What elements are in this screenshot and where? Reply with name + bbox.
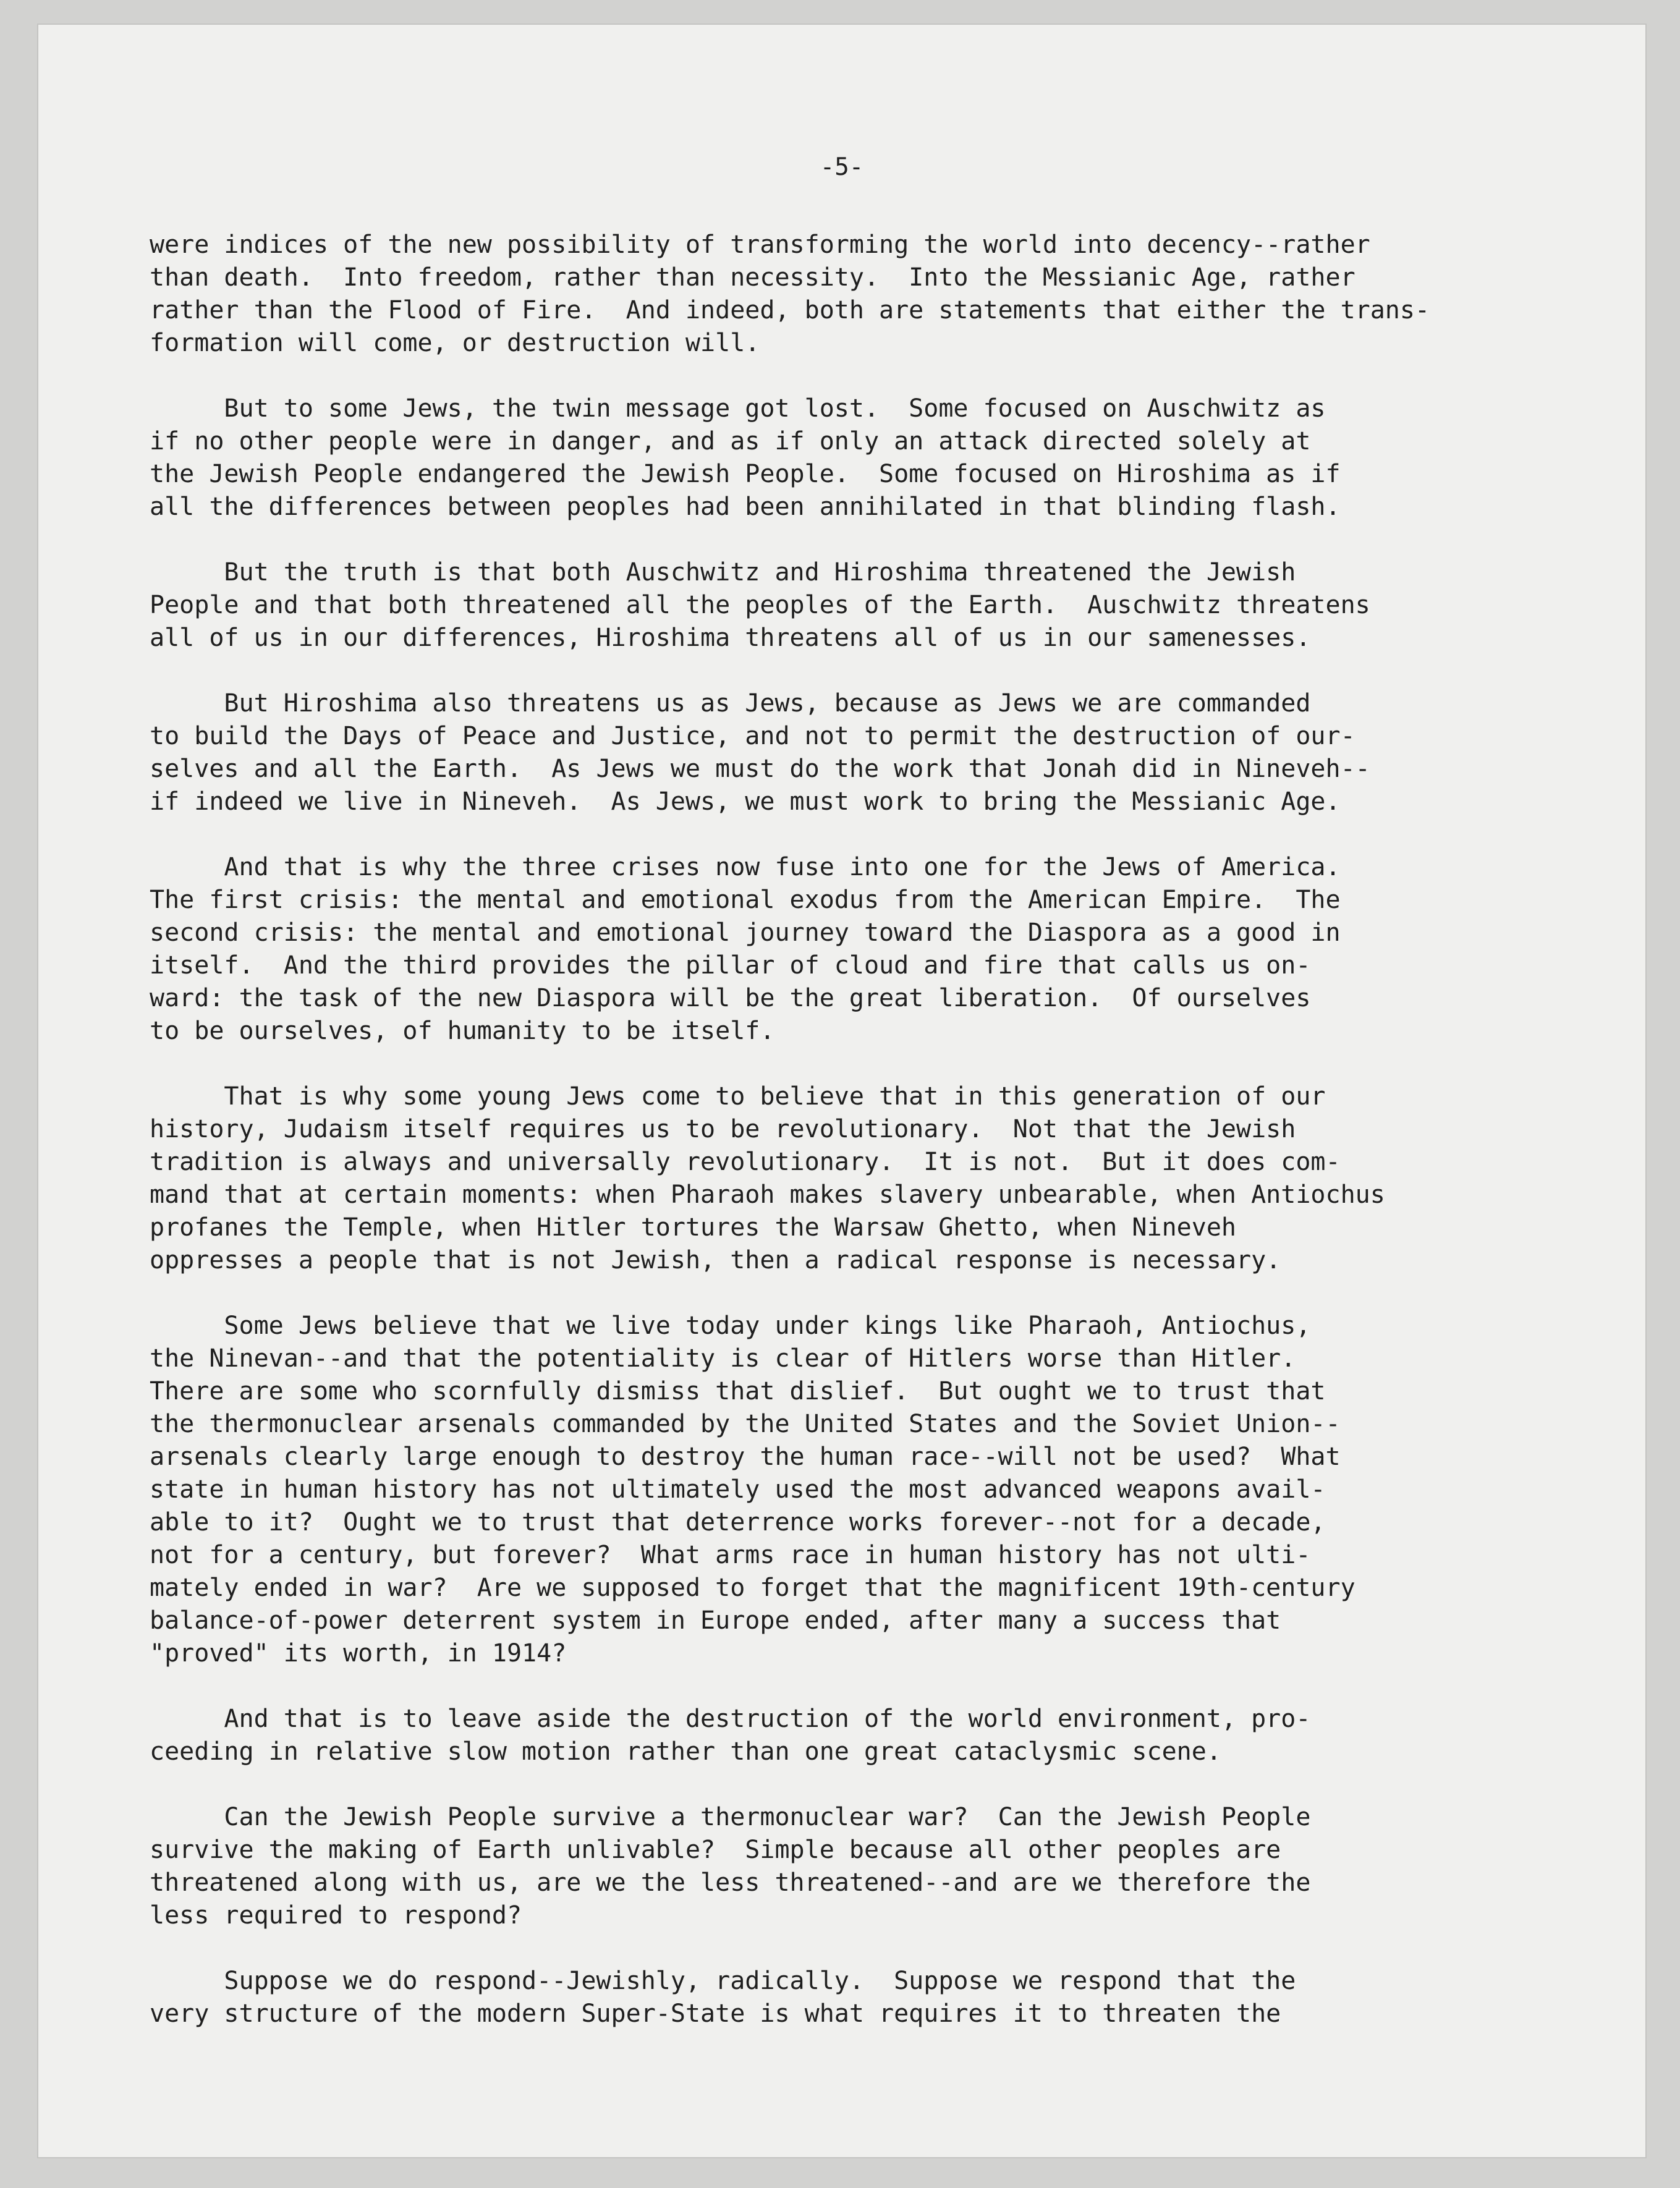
text-line: all of us in our differences, Hiroshima threatens all of us in our samenesses. [150,624,1311,652]
text-line: all the differences between peoples had been annihilated in that blinding flash. [150,493,1341,521]
text-line: People and that both threatened all the peoples of the Earth. Auschwitz threatens [150,591,1370,619]
text-line: not for a century, but forever? What arms race in human history has not ulti- [150,1541,1311,1569]
text-line: profanes the Temple, when Hitler tortures the Warsaw Ghetto, when Nineveh [150,1213,1236,1242]
text-line: That is why some young Jews come to believe that in this generation of our [150,1082,1326,1111]
text-line: There are some who scornfully dismiss that dislief. But ought we to trust that [150,1377,1326,1406]
text-line: threatened along with us, are we the less threatened--and are we therefore the [150,1868,1311,1897]
paragraph [150,1310,1602,1670]
text-line: the thermonuclear arsenals commanded by the United States and the Soviet Union-- [150,1410,1341,1438]
text-line: oppresses a people that is not Jewish, then a radical response is necessary. [150,1246,1281,1274]
text-line: to build the Days of Peace and Justice, and not to permit the destruction of our- [150,722,1355,750]
text-line: mately ended in war? Are we supposed to forget that the magnificent 19th-century [150,1574,1355,1602]
text-line: balance-of-power deterrent system in Europe ended, after many a success that [150,1606,1281,1635]
text-line: selves and all the Earth. As Jews we must do the work that Jonah did in Nineveh-- [150,755,1370,783]
text-line: Suppose we do respond--Jewishly, radically. Suppose we respond that the [150,1967,1296,1995]
text-line: formation will come, or destruction will. [150,329,760,357]
paragraph [150,687,1602,818]
text-line: history, Judaism itself requires us to be revolutionary. Not that the Jewish [150,1115,1296,1143]
text-line: But Hiroshima also threatens us as Jews, because as Jews we are commanded [150,689,1311,718]
text-line: ceeding in relative slow motion rather than one great cataclysmic scene. [150,1737,1221,1766]
text-line: if indeed we live in Nineveh. As Jews, we must work to bring the Messianic Age. [150,787,1341,816]
text-line: And that is why the three crises now fuse into one for the Jews of America. [150,853,1341,881]
text-line: Can the Jewish People survive a thermonuclear war? Can the Jewish People [150,1803,1311,1831]
paragraph [150,1965,1602,2030]
paragraph [150,556,1602,655]
text-line: able to it? Ought we to trust that deterrence works forever--not for a decade, [150,1508,1326,1537]
paragraph [150,1080,1602,1277]
text-line: "proved" its worth, in 1914? [150,1639,567,1668]
text-line: very structure of the modern Super-State is what requires it to threaten the [150,1999,1281,2028]
paragraph [150,1703,1602,1768]
text-line: But to some Jews, the twin message got lost. Some focused on Auschwitz as [150,394,1326,423]
text-line: mand that at certain moments: when Pharaoh makes slavery unbearable, when Antiochus [150,1181,1385,1209]
text-line: rather than the Flood of Fire. And indeed, both are statements that either the trans- [150,296,1430,324]
paragraph [150,851,1602,1048]
text-line: were indices of the new possibility of transforming the world into decency--rather [150,231,1370,259]
text-line: second crisis: the mental and emotional journey toward the Diaspora as a good in [150,918,1341,947]
text-line: And that is to leave aside the destruction of the world environment, pro- [150,1705,1311,1733]
text-line: the Ninevan--and that the potentiality is clear of Hitlers worse than Hitler. [150,1344,1296,1373]
text-line: survive the making of Earth unlivable? Simple because all other peoples are [150,1836,1281,1864]
paragraph [150,229,1602,360]
text-line: if no other people were in danger, and as if only an attack directed solely at [150,427,1311,456]
text-line: the Jewish People endangered the Jewish People. Some focused on Hiroshima as if [150,460,1341,488]
paragraph [150,392,1602,524]
paragraph [150,1801,1602,1932]
page-number: -5- [820,153,864,181]
text-line: state in human history has not ultimately used the most advanced weapons avail- [150,1475,1326,1504]
document-page [38,25,1645,2157]
text-line: Some Jews believe that we live today under kings like Pharaoh, Antiochus, [150,1312,1311,1340]
text-line: But the truth is that both Auschwitz and Hiroshima threatened the Jewish [150,558,1296,587]
text-line: ward: the task of the new Diaspora will be the great liberation. Of ourselves [150,984,1311,1012]
text-line: than death. Into freedom, rather than necessity. Into the Messianic Age, rather [150,263,1355,292]
text-line: itself. And the third provides the pillar of cloud and fire that calls us on- [150,951,1311,980]
text-line: to be ourselves, of humanity to be itself. [150,1017,775,1045]
text-line: arsenals clearly large enough to destroy the human race--will not be used? What [150,1443,1341,1471]
body-text [150,229,1602,2063]
text-line: less required to respond? [150,1901,522,1930]
text-line: tradition is always and universally revolutionary. It is not. But it does com- [150,1148,1341,1176]
text-line: The first crisis: the mental and emotional exodus from the American Empire. The [150,886,1341,914]
